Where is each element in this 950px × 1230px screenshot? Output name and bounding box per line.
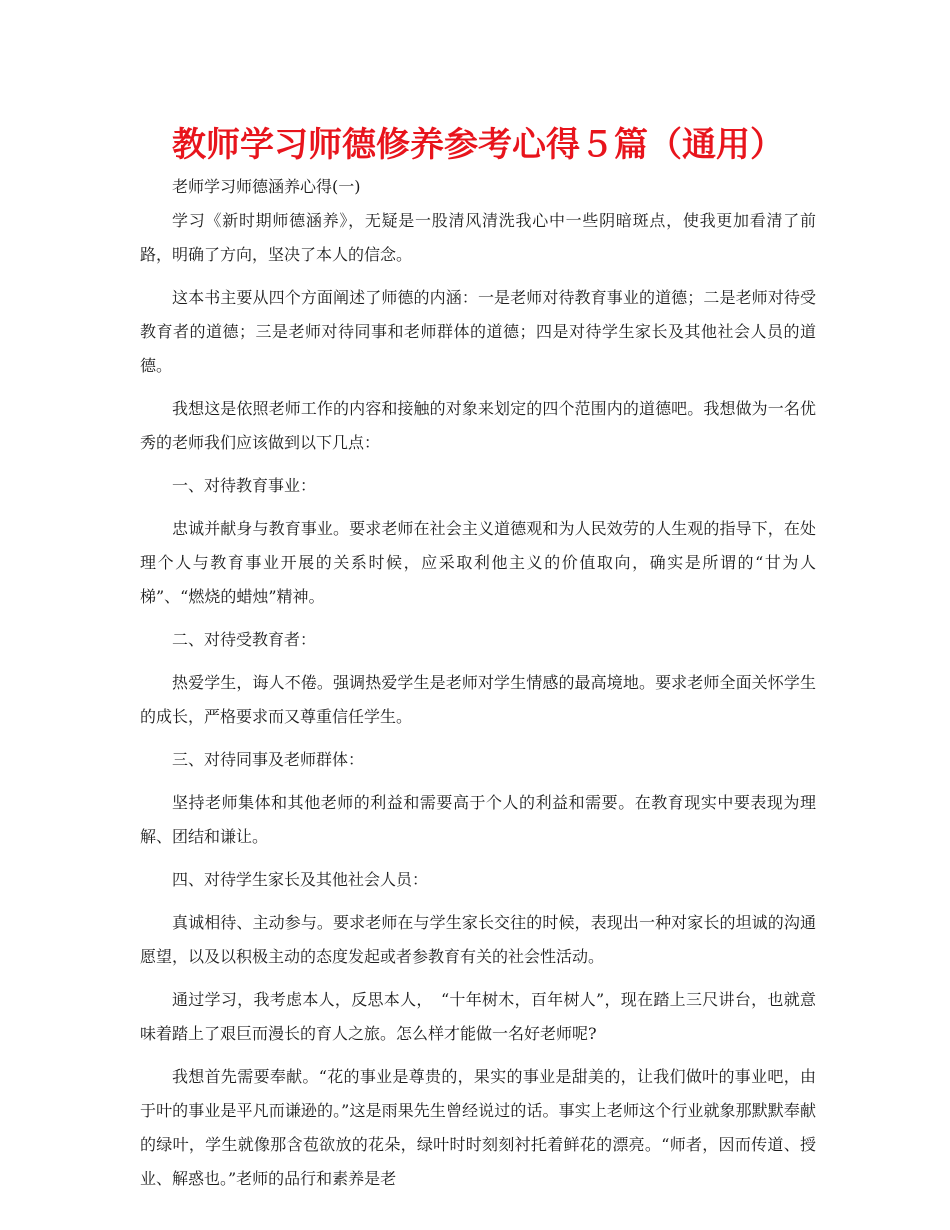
paragraph: 真诚相待、主动参与。要求老师在与学生家长交往的时候，表现出一种对家长的坦诚的沟通愿望，以及以积极主动的态度发起或者参教育有关的社会性活动。 xyxy=(140,913,816,966)
paragraph: 我想这是依照老师工作的内容和接触的对象来划定的四个范围内的道德吧。我想做为一名优秀的老师我们应该做到以下几点： xyxy=(140,399,816,452)
subheading: 一、对待教育事业： xyxy=(172,476,317,495)
paragraph: 学习《新时期师德涵养》，无疑是一股清风清洗我心中一些阴暗斑点，使我更加看清了前路，明确了方向，坚决了本人的信念。 xyxy=(140,211,816,264)
paragraph: 忠诚并献身与教育事业。要求老师在社会主义道德观和为人民效劳的人生观的指导下，在处理个人与教育事业开展的关系时候，应采取利他主义的价值取向，确实是所谓的“甘为人梯”、“燃烧的蜡烛”精神。 xyxy=(140,519,816,606)
paragraph: 这本书主要从四个方面阐述了师德的内涵：一是老师对待教育事业的道德；二是老师对待受教育者的道德；三是老师对待同事和老师群体的道德；四是对待学生家长及其他社会人员的道德。 xyxy=(140,288,816,375)
document-title: 教师学习师德修养参考心得５篇（通用） xyxy=(172,125,784,165)
paragraph: 通过学习，我考虑本人，反思本人， “十年树木，百年树人”，现在踏上三尺讲台，也就意味着踏上了艰巨而漫长的育人之旅。怎么样才能做一名好老师呢? xyxy=(140,990,816,1043)
paragraph: 我想首先需要奉献。“花的事业是尊贵的，果实的事业是甜美的，让我们做叶的事业吧，由于叶的事业是平凡而谦逊的。”这是雨果先生曾经说过的话。事实上老师这个行业就象那默默奉献的绿叶，学生就像那含苞欲放的花朵，绿叶时时刻刻衬托着鲜花的漂亮。“师者，因而传道、授业、解惑也。”老师的品行和素养是老 xyxy=(140,1067,816,1188)
subheading: 二、对待受教育者： xyxy=(172,630,317,649)
subheading: 四、对待学生家长及其他社会人员： xyxy=(172,870,429,889)
section-heading: 老师学习师德涵养心得(一) xyxy=(172,177,361,196)
paragraph: 坚持老师集体和其他老师的利益和需要高于个人的利益和需要。在教育现实中要表现为理解、团结和谦让。 xyxy=(140,793,816,846)
paragraph: 热爱学生，诲人不倦。强调热爱学生是老师对学生情感的最高境地。要求老师全面关怀学生的成长，严格要求而又尊重信任学生。 xyxy=(140,673,816,726)
subheading: 三、对待同事及老师群体： xyxy=(172,750,365,769)
document-body xyxy=(140,170,816,1196)
